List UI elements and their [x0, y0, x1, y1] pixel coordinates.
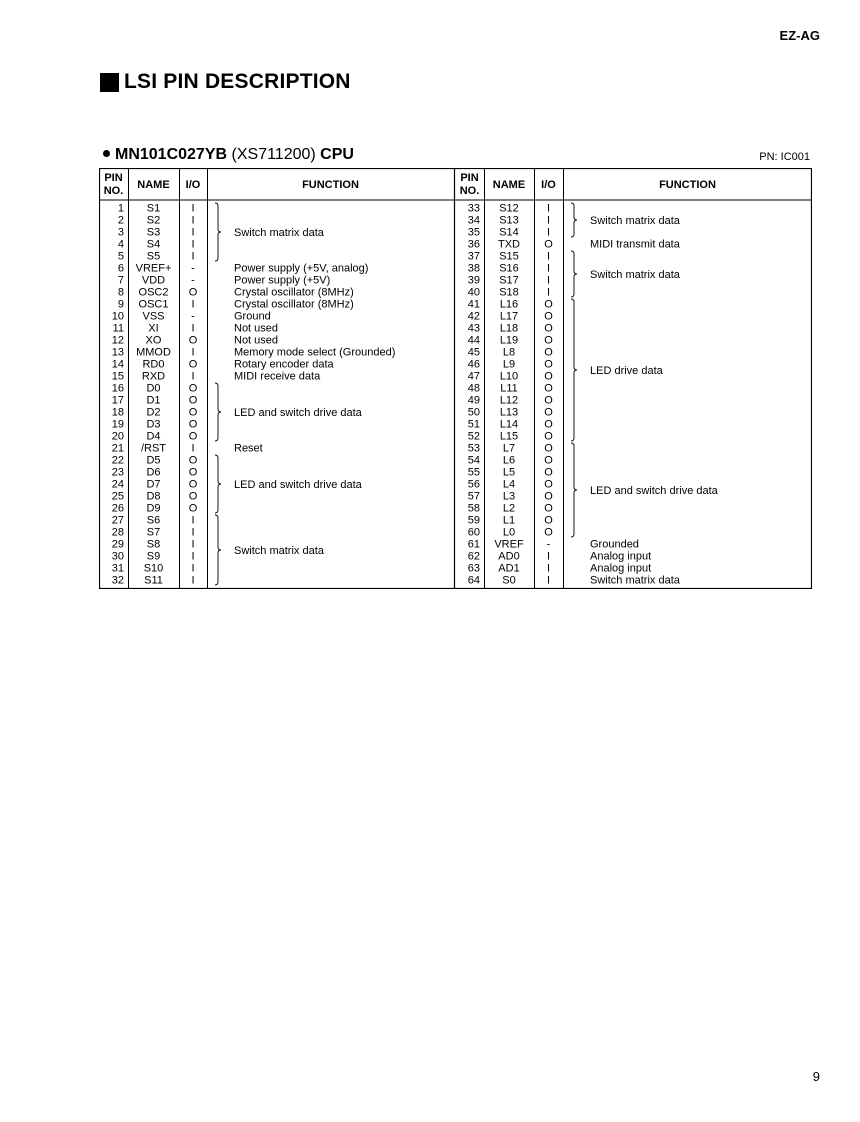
- pin-number: 42: [467, 310, 480, 323]
- pin-name: L10: [499, 370, 519, 383]
- pin-name: S0: [502, 574, 516, 587]
- pin-name: S5: [146, 250, 161, 263]
- function-text: LED and switch drive data: [234, 479, 362, 491]
- pin-name: MMOD: [136, 346, 171, 359]
- pin-name: L2: [502, 502, 516, 515]
- pin-number: 60: [467, 526, 480, 539]
- grouping-brace: [215, 455, 221, 513]
- header-no-left: NO.: [103, 185, 124, 197]
- pin-name: VREF+: [135, 262, 172, 275]
- pin-number: 17: [111, 394, 124, 407]
- pin-io: O: [544, 346, 553, 359]
- pin-io: O: [544, 334, 553, 347]
- function-text: LED drive data: [590, 365, 663, 377]
- pin-name: L4: [502, 478, 516, 491]
- function-text: Reset: [234, 442, 263, 455]
- pin-number: 40: [467, 286, 480, 299]
- pin-io: O: [544, 418, 553, 431]
- pin-number: 13: [111, 346, 124, 359]
- pin-io: I: [191, 574, 195, 587]
- pin-name: S6: [146, 514, 161, 527]
- pin-name: D3: [146, 418, 161, 431]
- pin-name: D5: [146, 454, 161, 467]
- pin-io: O: [544, 394, 553, 407]
- pin-table-svg: [99, 168, 812, 589]
- pin-io: I: [546, 214, 551, 227]
- pin-name: S9: [146, 550, 161, 563]
- pin-name: TXD: [498, 238, 520, 251]
- pin-number: 31: [111, 562, 124, 575]
- pin-number: 53: [467, 442, 480, 455]
- pin-number: 12: [111, 334, 124, 347]
- pin-number: 57: [467, 490, 480, 503]
- pin-io: O: [188, 454, 198, 467]
- pin-name: L14: [499, 418, 519, 431]
- function-text: Not used: [234, 334, 279, 347]
- pin-number: 63: [467, 562, 480, 575]
- chip-code: (XS711200): [231, 146, 316, 163]
- pin-io: I: [191, 346, 195, 359]
- pin-number: 2: [117, 214, 124, 227]
- pin-number: 32: [111, 574, 124, 587]
- pin-name: L15: [499, 430, 519, 443]
- header-name-left: NAME: [137, 179, 170, 191]
- pin-io: I: [191, 538, 195, 551]
- function-text: LED and switch drive data: [234, 407, 362, 419]
- pin-io: I: [191, 562, 195, 575]
- grouping-brace: [571, 203, 577, 237]
- pin-name: D4: [146, 430, 161, 443]
- pin-number: 26: [111, 502, 124, 515]
- pin-name: S14: [499, 226, 519, 239]
- section-heading: [100, 70, 351, 94]
- chip-part: MN101C027YB: [115, 146, 228, 163]
- pin-name: D1: [146, 394, 161, 407]
- pin-name: S18: [499, 286, 519, 299]
- pin-name: D7: [146, 478, 161, 491]
- pin-number: 15: [111, 370, 124, 383]
- pin-name: S3: [146, 226, 161, 239]
- pin-io: -: [191, 274, 195, 287]
- pin-number: 58: [467, 502, 480, 515]
- pin-io: O: [188, 430, 198, 443]
- pin-number: 43: [467, 322, 480, 335]
- function-text: Switch matrix data: [234, 227, 324, 239]
- model-label: EZ-AG: [779, 28, 820, 43]
- pin-number: 14: [111, 358, 124, 371]
- grouping-brace: [215, 203, 221, 261]
- header-name-right: NAME: [492, 179, 526, 191]
- pin-io: -: [546, 538, 551, 551]
- pin-name: L7: [502, 442, 516, 455]
- pin-number: 19: [111, 418, 124, 431]
- pin-name: XO: [145, 334, 162, 347]
- function-text: Memory mode select (Grounded): [234, 346, 396, 359]
- pin-number: 3: [117, 226, 124, 239]
- pin-number: 8: [117, 286, 124, 299]
- pin-io: I: [546, 550, 551, 563]
- pin-io: I: [546, 262, 551, 275]
- pin-name: L17: [499, 310, 519, 323]
- pin-io: O: [544, 322, 553, 335]
- pin-io: O: [544, 430, 553, 443]
- pin-name: D9: [146, 502, 161, 515]
- pin-number: 41: [467, 298, 480, 311]
- pin-name: S10: [143, 562, 164, 575]
- pin-name: S2: [146, 214, 161, 227]
- pin-io: I: [191, 226, 195, 239]
- pin-number: 10: [111, 310, 124, 323]
- pin-io: I: [191, 526, 195, 539]
- header-no-right: NO.: [459, 185, 480, 197]
- pin-number: 50: [467, 406, 480, 419]
- pin-name: S16: [499, 262, 519, 275]
- pin-number: 44: [467, 334, 480, 347]
- pin-name: RD0: [142, 358, 165, 371]
- pin-io: O: [188, 466, 198, 479]
- header-io-right: I/O: [541, 179, 556, 191]
- pin-number: 56: [467, 478, 480, 491]
- pin-io: I: [191, 322, 195, 335]
- pin-io: I: [191, 202, 195, 215]
- pin-number: 54: [467, 454, 480, 467]
- pin-number: 61: [467, 538, 480, 551]
- pin-name: RXD: [141, 370, 166, 383]
- part-number: PN: IC001: [759, 151, 810, 163]
- pin-io: O: [544, 406, 553, 419]
- pin-number: 47: [467, 370, 480, 383]
- header-io-left: I/O: [185, 179, 201, 191]
- pin-number: 35: [467, 226, 480, 239]
- pin-number: 37: [467, 250, 480, 263]
- header-pin-left: PIN: [104, 172, 123, 184]
- pin-name: L11: [500, 382, 518, 395]
- pin-name: S4: [146, 238, 161, 251]
- grouping-brace: [215, 515, 221, 585]
- pin-name: S7: [146, 526, 161, 539]
- pin-name: /RST: [140, 442, 167, 455]
- pin-io: O: [188, 394, 198, 407]
- pin-number: 21: [111, 442, 124, 455]
- pin-io: O: [544, 442, 553, 455]
- pin-name: VDD: [141, 274, 166, 287]
- pin-io: I: [546, 274, 551, 287]
- pin-io: O: [544, 502, 553, 515]
- pin-number: 38: [467, 262, 480, 275]
- pin-io: O: [188, 478, 198, 491]
- pin-table: [99, 168, 812, 589]
- pin-io: I: [191, 550, 195, 563]
- function-text: Analog input: [590, 550, 652, 563]
- pin-number: 51: [467, 418, 480, 431]
- pin-number: 39: [467, 274, 480, 287]
- function-text: Crystal oscillator (8MHz): [234, 286, 354, 299]
- pin-name: XI: [148, 322, 159, 335]
- pin-name: S8: [146, 538, 161, 551]
- pin-number: 18: [111, 406, 124, 419]
- pin-io: O: [188, 382, 198, 395]
- pin-name: L16: [499, 298, 519, 311]
- pin-name: D6: [146, 466, 161, 479]
- pin-name: OSC2: [138, 286, 169, 299]
- pin-io: O: [544, 478, 553, 491]
- pin-name: L0: [502, 526, 516, 539]
- pin-name: AD0: [498, 550, 520, 563]
- pin-io: O: [544, 514, 553, 527]
- pin-name: L6: [502, 454, 516, 467]
- function-text: Not used: [234, 322, 279, 335]
- pin-name: D8: [146, 490, 161, 503]
- pin-io: O: [544, 466, 553, 479]
- pin-io: O: [188, 418, 198, 431]
- grouping-brace: [571, 251, 577, 297]
- pin-name: S15: [499, 250, 519, 263]
- pin-io: O: [544, 454, 553, 467]
- pin-io: I: [546, 286, 551, 299]
- pin-io: O: [544, 358, 553, 371]
- grouping-brace: [571, 299, 577, 441]
- pin-io: O: [544, 238, 553, 251]
- pin-number: 52: [467, 430, 480, 443]
- pin-io: I: [191, 370, 195, 383]
- pin-io: -: [191, 310, 195, 323]
- pin-name: L1: [502, 514, 516, 527]
- pin-io: I: [191, 238, 195, 251]
- function-text: Switch matrix data: [590, 215, 680, 227]
- grouping-brace: [215, 383, 221, 441]
- pin-io: I: [546, 202, 551, 215]
- pin-io: I: [191, 250, 195, 263]
- pin-io: O: [188, 334, 198, 347]
- pin-io: I: [191, 442, 195, 455]
- pin-number: 28: [111, 526, 124, 539]
- pin-name: VREF: [494, 538, 524, 551]
- pin-io: I: [546, 226, 551, 239]
- pin-number: 30: [111, 550, 124, 563]
- pin-name: L19: [499, 334, 519, 347]
- pin-number: 46: [467, 358, 480, 371]
- pin-name: L18: [499, 322, 519, 335]
- pin-io: I: [546, 250, 551, 263]
- chip-type: CPU: [320, 146, 354, 163]
- function-text: MIDI transmit data: [590, 238, 680, 251]
- function-text: Switch matrix data: [590, 269, 680, 281]
- pin-number: 1: [117, 202, 124, 215]
- pin-number: 55: [467, 466, 480, 479]
- pin-io: I: [191, 214, 195, 227]
- pin-io: O: [544, 298, 553, 311]
- function-text: LED and switch drive data: [590, 485, 718, 497]
- grouping-brace: [571, 443, 577, 537]
- pin-name: AD1: [498, 562, 520, 575]
- pin-io: I: [546, 574, 551, 587]
- header-function-right: FUNCTION: [659, 179, 716, 191]
- pin-number: 16: [111, 382, 124, 395]
- function-text: MIDI receive data: [234, 370, 321, 383]
- pin-number: 62: [467, 550, 480, 563]
- pin-name: VSS: [142, 310, 165, 323]
- pin-number: 59: [467, 514, 480, 527]
- pin-number: 49: [467, 394, 480, 407]
- function-text: Power supply (+5V): [234, 274, 331, 287]
- pin-name: L13: [499, 406, 519, 419]
- header-function-left: FUNCTION: [302, 179, 359, 191]
- pin-number: 33: [467, 202, 480, 215]
- function-text: Crystal oscillator (8MHz): [234, 298, 354, 311]
- pin-name: S11: [144, 574, 163, 587]
- pin-name: L8: [502, 346, 516, 359]
- pin-name: S17: [499, 274, 519, 287]
- pin-io: -: [191, 262, 195, 275]
- pin-io: I: [191, 514, 195, 527]
- pin-number: 29: [111, 538, 124, 551]
- pin-number: 9: [117, 298, 124, 311]
- pin-number: 45: [467, 346, 480, 359]
- pin-name: OSC1: [138, 298, 169, 311]
- function-text: Power supply (+5V, analog): [234, 262, 369, 275]
- pin-number: 6: [117, 262, 124, 275]
- section-title: LSI PIN DESCRIPTION: [124, 70, 351, 93]
- pin-io: O: [188, 502, 198, 515]
- pin-number: 48: [467, 382, 480, 395]
- pin-number: 34: [467, 214, 480, 227]
- pin-io: O: [188, 490, 198, 503]
- pin-io: O: [544, 382, 553, 395]
- pin-number: 25: [111, 490, 124, 503]
- header-pin-right: PIN: [460, 172, 479, 184]
- function-text: Ground: [234, 310, 271, 323]
- pin-io: I: [546, 562, 551, 575]
- pin-number: 64: [467, 574, 480, 587]
- pin-io: O: [544, 526, 553, 539]
- table-border: [100, 169, 812, 589]
- pin-io: O: [544, 370, 553, 383]
- pin-number: 36: [467, 238, 480, 251]
- pin-number: 5: [117, 250, 124, 263]
- pin-name: D2: [146, 406, 161, 419]
- pin-number: 20: [111, 430, 124, 443]
- pin-name: L9: [502, 358, 516, 371]
- pin-name: D0: [146, 382, 161, 395]
- pin-number: 22: [111, 454, 124, 467]
- pin-name: S12: [499, 202, 519, 215]
- pin-name: L5: [502, 466, 516, 479]
- pin-number: 7: [117, 274, 124, 287]
- pin-number: 27: [111, 514, 124, 527]
- heading-square-icon: [100, 73, 119, 92]
- pin-io: O: [544, 490, 553, 503]
- pin-io: O: [544, 310, 553, 323]
- bullet-icon: [103, 150, 110, 157]
- function-text: Analog input: [590, 562, 652, 575]
- pin-number: 11: [112, 322, 124, 335]
- function-text: Grounded: [590, 538, 639, 551]
- pin-io: I: [191, 298, 195, 311]
- function-text: Switch matrix data: [234, 545, 324, 557]
- pin-name: L3: [502, 490, 516, 503]
- function-text: Rotary encoder data: [234, 358, 334, 371]
- pin-number: 4: [117, 238, 124, 251]
- pin-name: S1: [146, 202, 161, 215]
- page-number: 9: [812, 1069, 820, 1084]
- pin-name: S13: [499, 214, 519, 227]
- pin-name: L12: [499, 394, 519, 407]
- pin-number: 24: [111, 478, 124, 491]
- function-text: Switch matrix data: [590, 574, 680, 587]
- pin-io: O: [188, 286, 198, 299]
- pin-io: O: [188, 406, 198, 419]
- pin-io: O: [188, 358, 198, 371]
- pin-number: 23: [111, 466, 124, 479]
- chip-title: [103, 146, 354, 164]
